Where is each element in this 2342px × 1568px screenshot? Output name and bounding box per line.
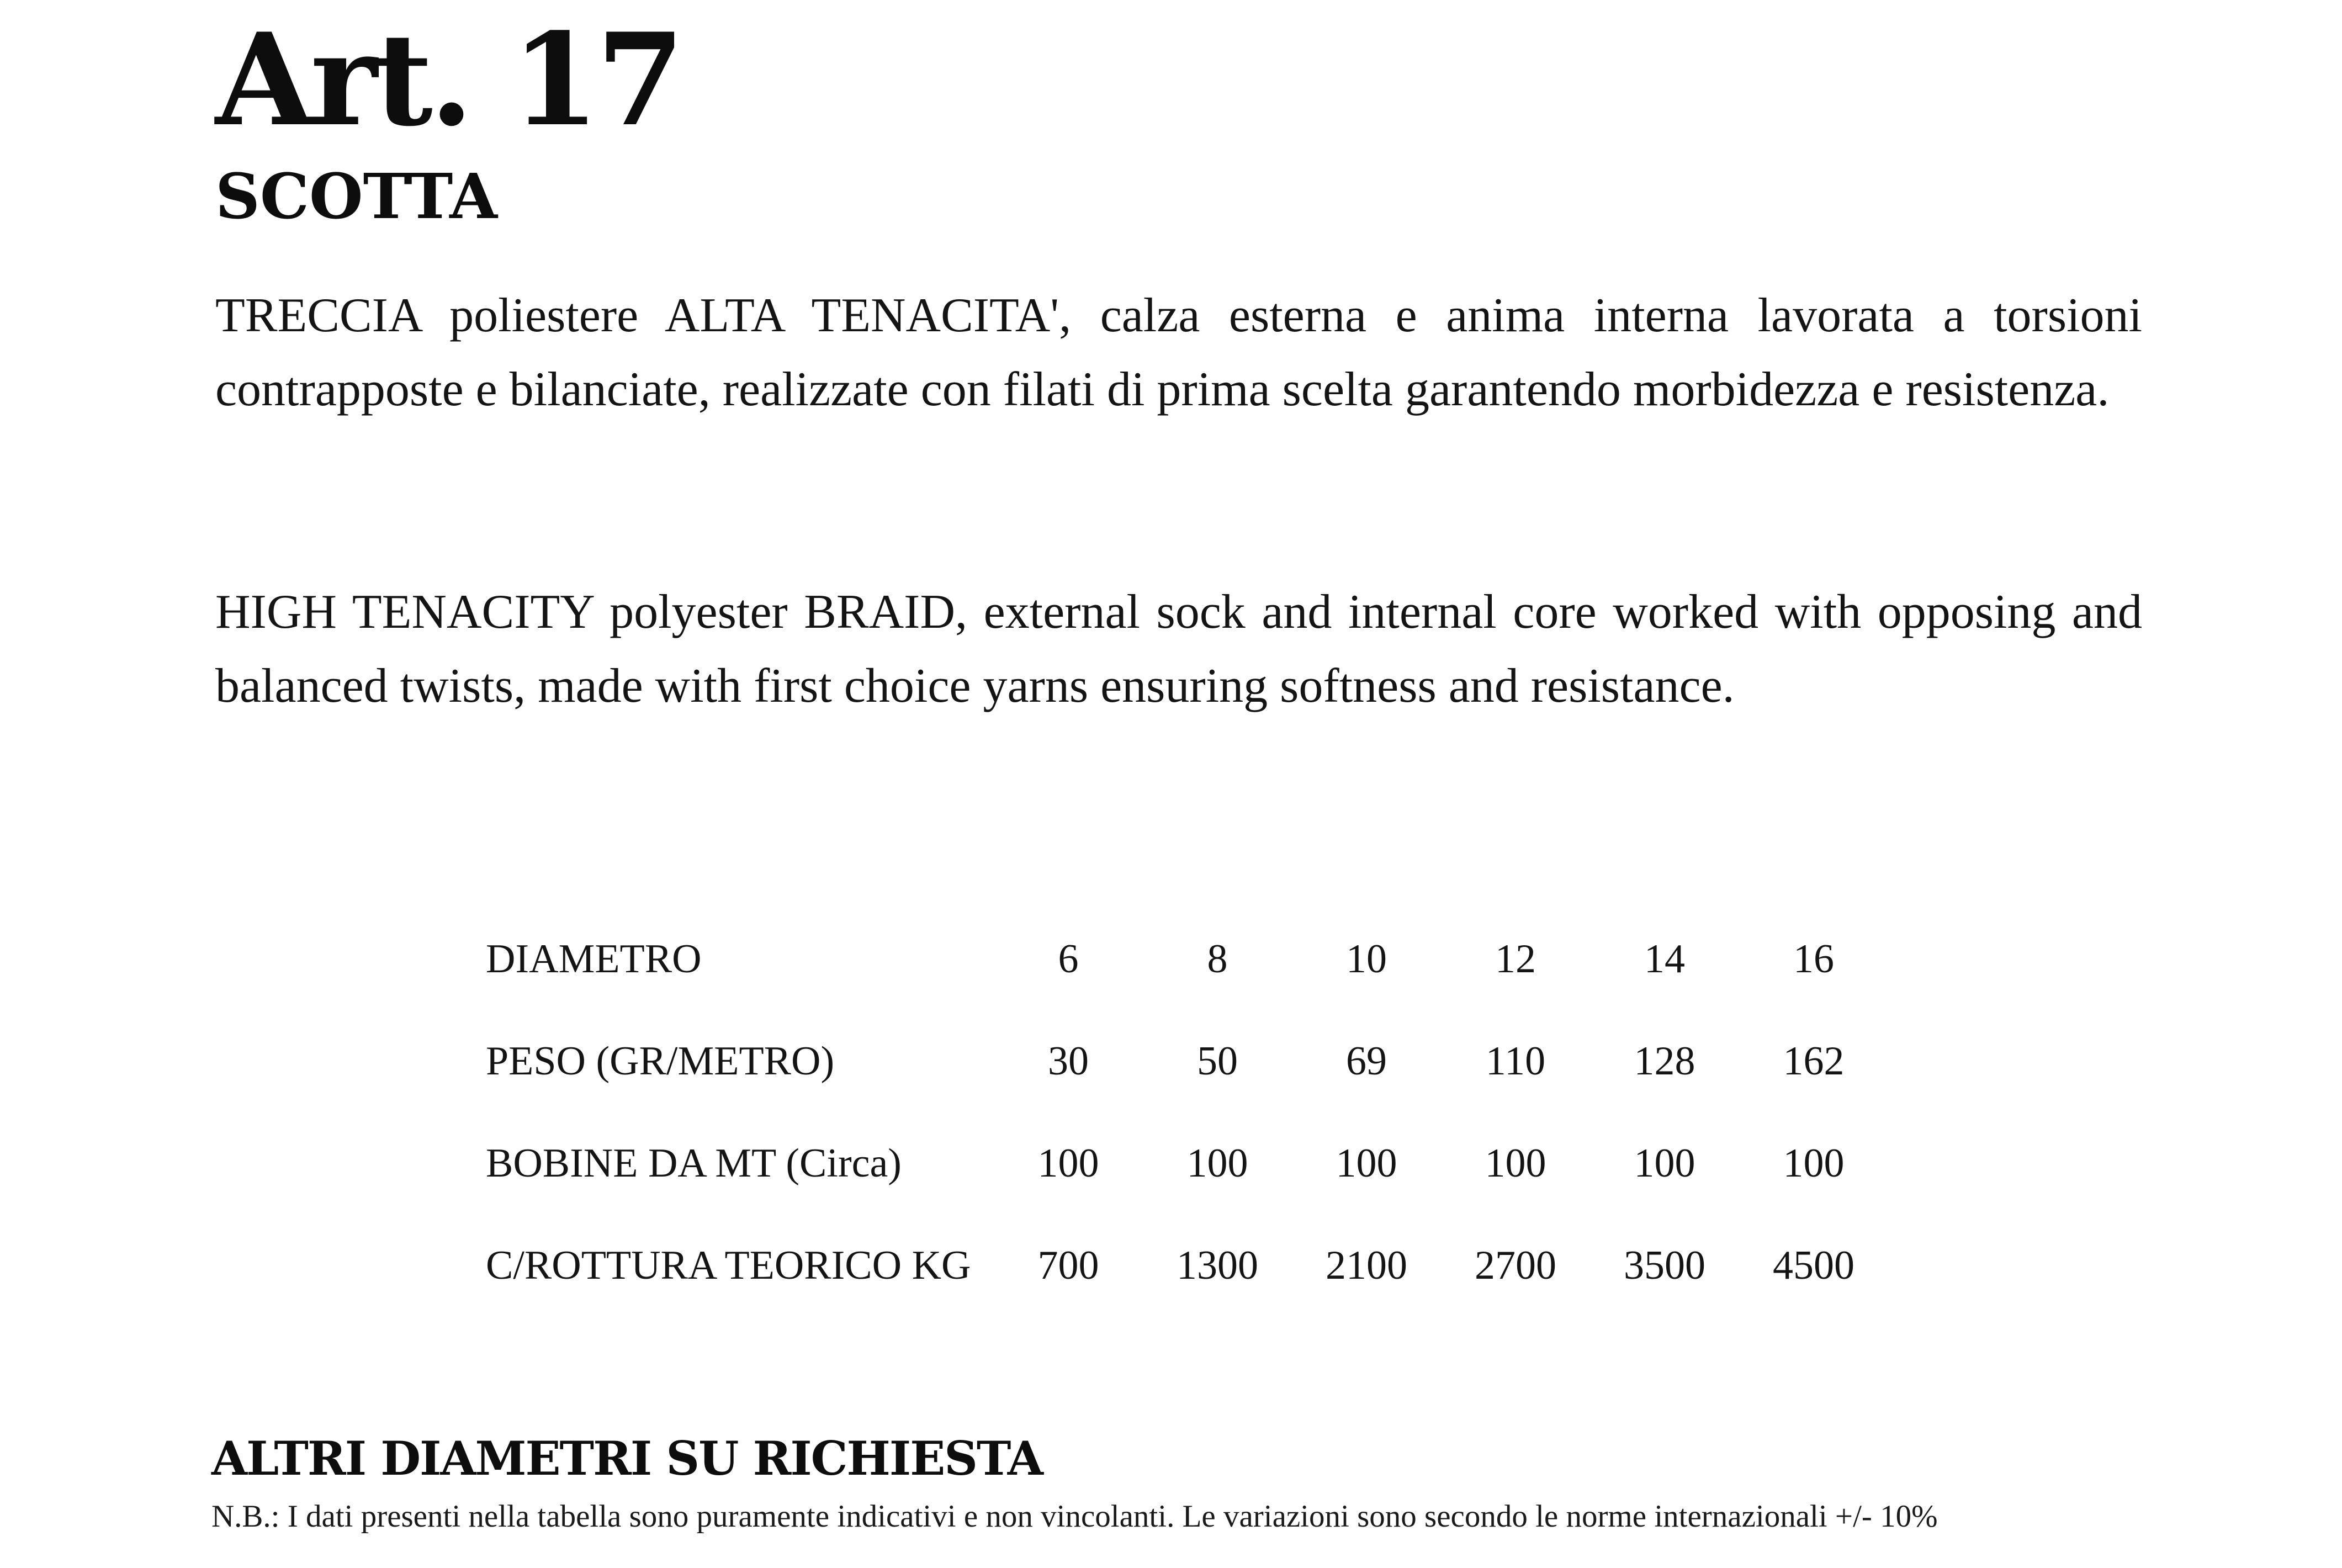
table-cell: 50 bbox=[1197, 1039, 1238, 1084]
article-title: Art. 17 bbox=[215, 6, 682, 155]
table-cell: 100 bbox=[1634, 1141, 1695, 1186]
table-cell: 100 bbox=[1485, 1141, 1546, 1186]
row-label: DIAMETRO bbox=[486, 936, 702, 982]
table-cell: 10 bbox=[1346, 936, 1387, 982]
description-english: HIGH TENACITY polyester BRAID, external sock and internal core worked with opposing and balanced twists, made with first choice yarns ensuring softness and resistance. bbox=[215, 585, 2142, 713]
table-cell: 2100 bbox=[1326, 1243, 1407, 1288]
table-row-diametro bbox=[486, 908, 1888, 1010]
table-cell: 700 bbox=[1037, 1243, 1099, 1288]
table-cell: 2700 bbox=[1475, 1243, 1556, 1288]
row-label: C/ROTTURA TEORICO KG bbox=[486, 1243, 971, 1288]
table-row-peso bbox=[486, 1010, 1888, 1113]
table-cell: 69 bbox=[1346, 1039, 1387, 1084]
table-cell: 162 bbox=[1783, 1039, 1845, 1084]
table-row-bobine bbox=[486, 1113, 1888, 1215]
description-italian: TRECCIA poliestere ALTA TENACITA', calza esterna e anima interna lavorata a torsioni contrapposte e bilanciate, realizzate con filati di prima scelta garantendo morbidezza e resistenza. bbox=[215, 289, 2142, 416]
table-cell: 8 bbox=[1207, 936, 1228, 982]
table-cell: 100 bbox=[1783, 1141, 1845, 1186]
row-label: BOBINE DA MT (Circa) bbox=[486, 1141, 902, 1186]
table-cell: 128 bbox=[1634, 1039, 1695, 1084]
table-cell: 1300 bbox=[1177, 1243, 1258, 1288]
table-cell: 110 bbox=[1485, 1039, 1546, 1084]
row-label: PESO (GR/METRO) bbox=[486, 1039, 835, 1084]
product-name: SCOTTA bbox=[215, 161, 498, 233]
table-cell: 3500 bbox=[1624, 1243, 1705, 1288]
table-cell: 12 bbox=[1495, 936, 1536, 982]
table-cell: 100 bbox=[1336, 1141, 1397, 1186]
table-cell: 4500 bbox=[1773, 1243, 1854, 1288]
table-cell: 6 bbox=[1058, 936, 1079, 982]
table-cell: 100 bbox=[1186, 1141, 1248, 1186]
table-cell: 30 bbox=[1048, 1039, 1089, 1084]
spec-table bbox=[486, 908, 1888, 1317]
table-cell: 100 bbox=[1037, 1141, 1099, 1186]
other-diameters-heading: ALTRI DIAMETRI SU RICHIESTA bbox=[211, 1431, 1042, 1486]
disclaimer-note: N.B.: I dati presenti nella tabella sono puramente indicativi e non vincolanti. Le variazioni sono secondo le norme internazionali +/- 10% bbox=[211, 1499, 1938, 1534]
table-cell: 14 bbox=[1644, 936, 1685, 982]
table-row-rottura bbox=[486, 1215, 1888, 1317]
table-cell: 16 bbox=[1793, 936, 1834, 982]
